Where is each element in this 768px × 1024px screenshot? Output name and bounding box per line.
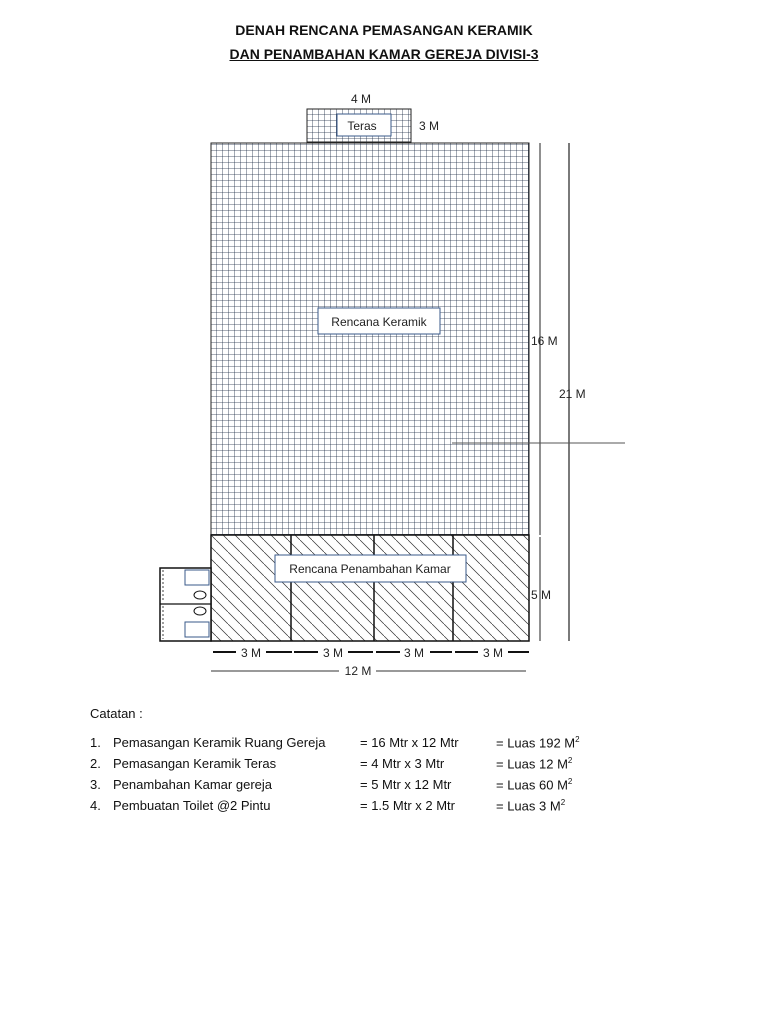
total-width-label: 12 M <box>344 664 372 678</box>
note-calculation: = 5 Mtr x 12 Mtr <box>360 777 452 792</box>
note-number: 4. <box>90 798 101 813</box>
note-area-value: = Luas 60 M <box>496 777 568 793</box>
list-item <box>90 798 610 819</box>
note-area-superscript: 2 <box>560 798 566 807</box>
list-item <box>90 756 610 777</box>
note-calculation: = 4 Mtr x 3 Mtr <box>360 756 445 771</box>
note-calculation: = 1.5 Mtr x 2 Mtr <box>360 798 455 813</box>
dimension-lines-bottom <box>211 646 529 678</box>
note-calculation: = 16 Mtr x 12 Mtr <box>360 735 459 750</box>
note-area-superscript: 2 <box>567 756 573 765</box>
kamar-label: Rencana Penambahan Kamar <box>289 562 451 576</box>
note-description: Pemasangan Keramik Teras <box>113 756 277 771</box>
keramik-label: Rencana Keramik <box>331 315 427 329</box>
note-description: Pemasangan Keramik Ruang Gereja <box>113 735 326 750</box>
note-area-value: = Luas 12 M <box>496 756 568 772</box>
teras-depth-label: 3 M <box>419 119 440 133</box>
note-area <box>496 777 572 792</box>
room-width-label: 3 M <box>322 646 344 660</box>
keramik-area <box>211 143 529 535</box>
note-area-value: = Luas 192 M <box>496 735 576 751</box>
note-area <box>496 756 572 771</box>
room-width-label: 3 M <box>240 646 262 660</box>
note-area <box>496 735 580 750</box>
keramik-depth-label: 16 M <box>531 334 558 348</box>
kamar-depth-label: 5 M <box>531 588 552 602</box>
teras-width-label: 4 M <box>350 92 372 106</box>
teras-label: Teras <box>347 119 377 133</box>
note-area-superscript: 2 <box>575 735 580 744</box>
kamar-area <box>211 535 529 641</box>
toilet-bowl-icon <box>194 607 206 615</box>
room-width-label: 3 M <box>482 646 504 660</box>
note-area-superscript: 2 <box>567 777 573 786</box>
list-item <box>90 777 610 798</box>
note-area-value: = Luas 3 M <box>496 798 561 814</box>
note-number: 2. <box>90 756 101 771</box>
note-area <box>496 798 565 813</box>
total-depth-label: 21 M <box>559 387 586 401</box>
note-number: 3. <box>90 777 101 792</box>
sink-icon <box>185 570 209 585</box>
teras-area <box>307 92 439 142</box>
toilet-bowl-icon <box>194 591 206 599</box>
notes-section <box>90 706 610 819</box>
title-line-1: DENAH RENCANA PEMASANGAN KERAMIK <box>235 22 533 38</box>
sink-icon <box>185 622 209 637</box>
room-width-label: 3 M <box>403 646 425 660</box>
notes-heading: Catatan : <box>90 706 143 721</box>
title-line-2: DAN PENAMBAHAN KAMAR GEREJA DIVISI-3 <box>229 46 539 62</box>
note-description: Penambahan Kamar gereja <box>113 777 272 792</box>
note-description: Pembuatan Toilet @2 Pintu <box>113 798 271 813</box>
toilet-area <box>160 568 211 641</box>
note-number: 1. <box>90 735 101 750</box>
list-item <box>90 735 610 756</box>
